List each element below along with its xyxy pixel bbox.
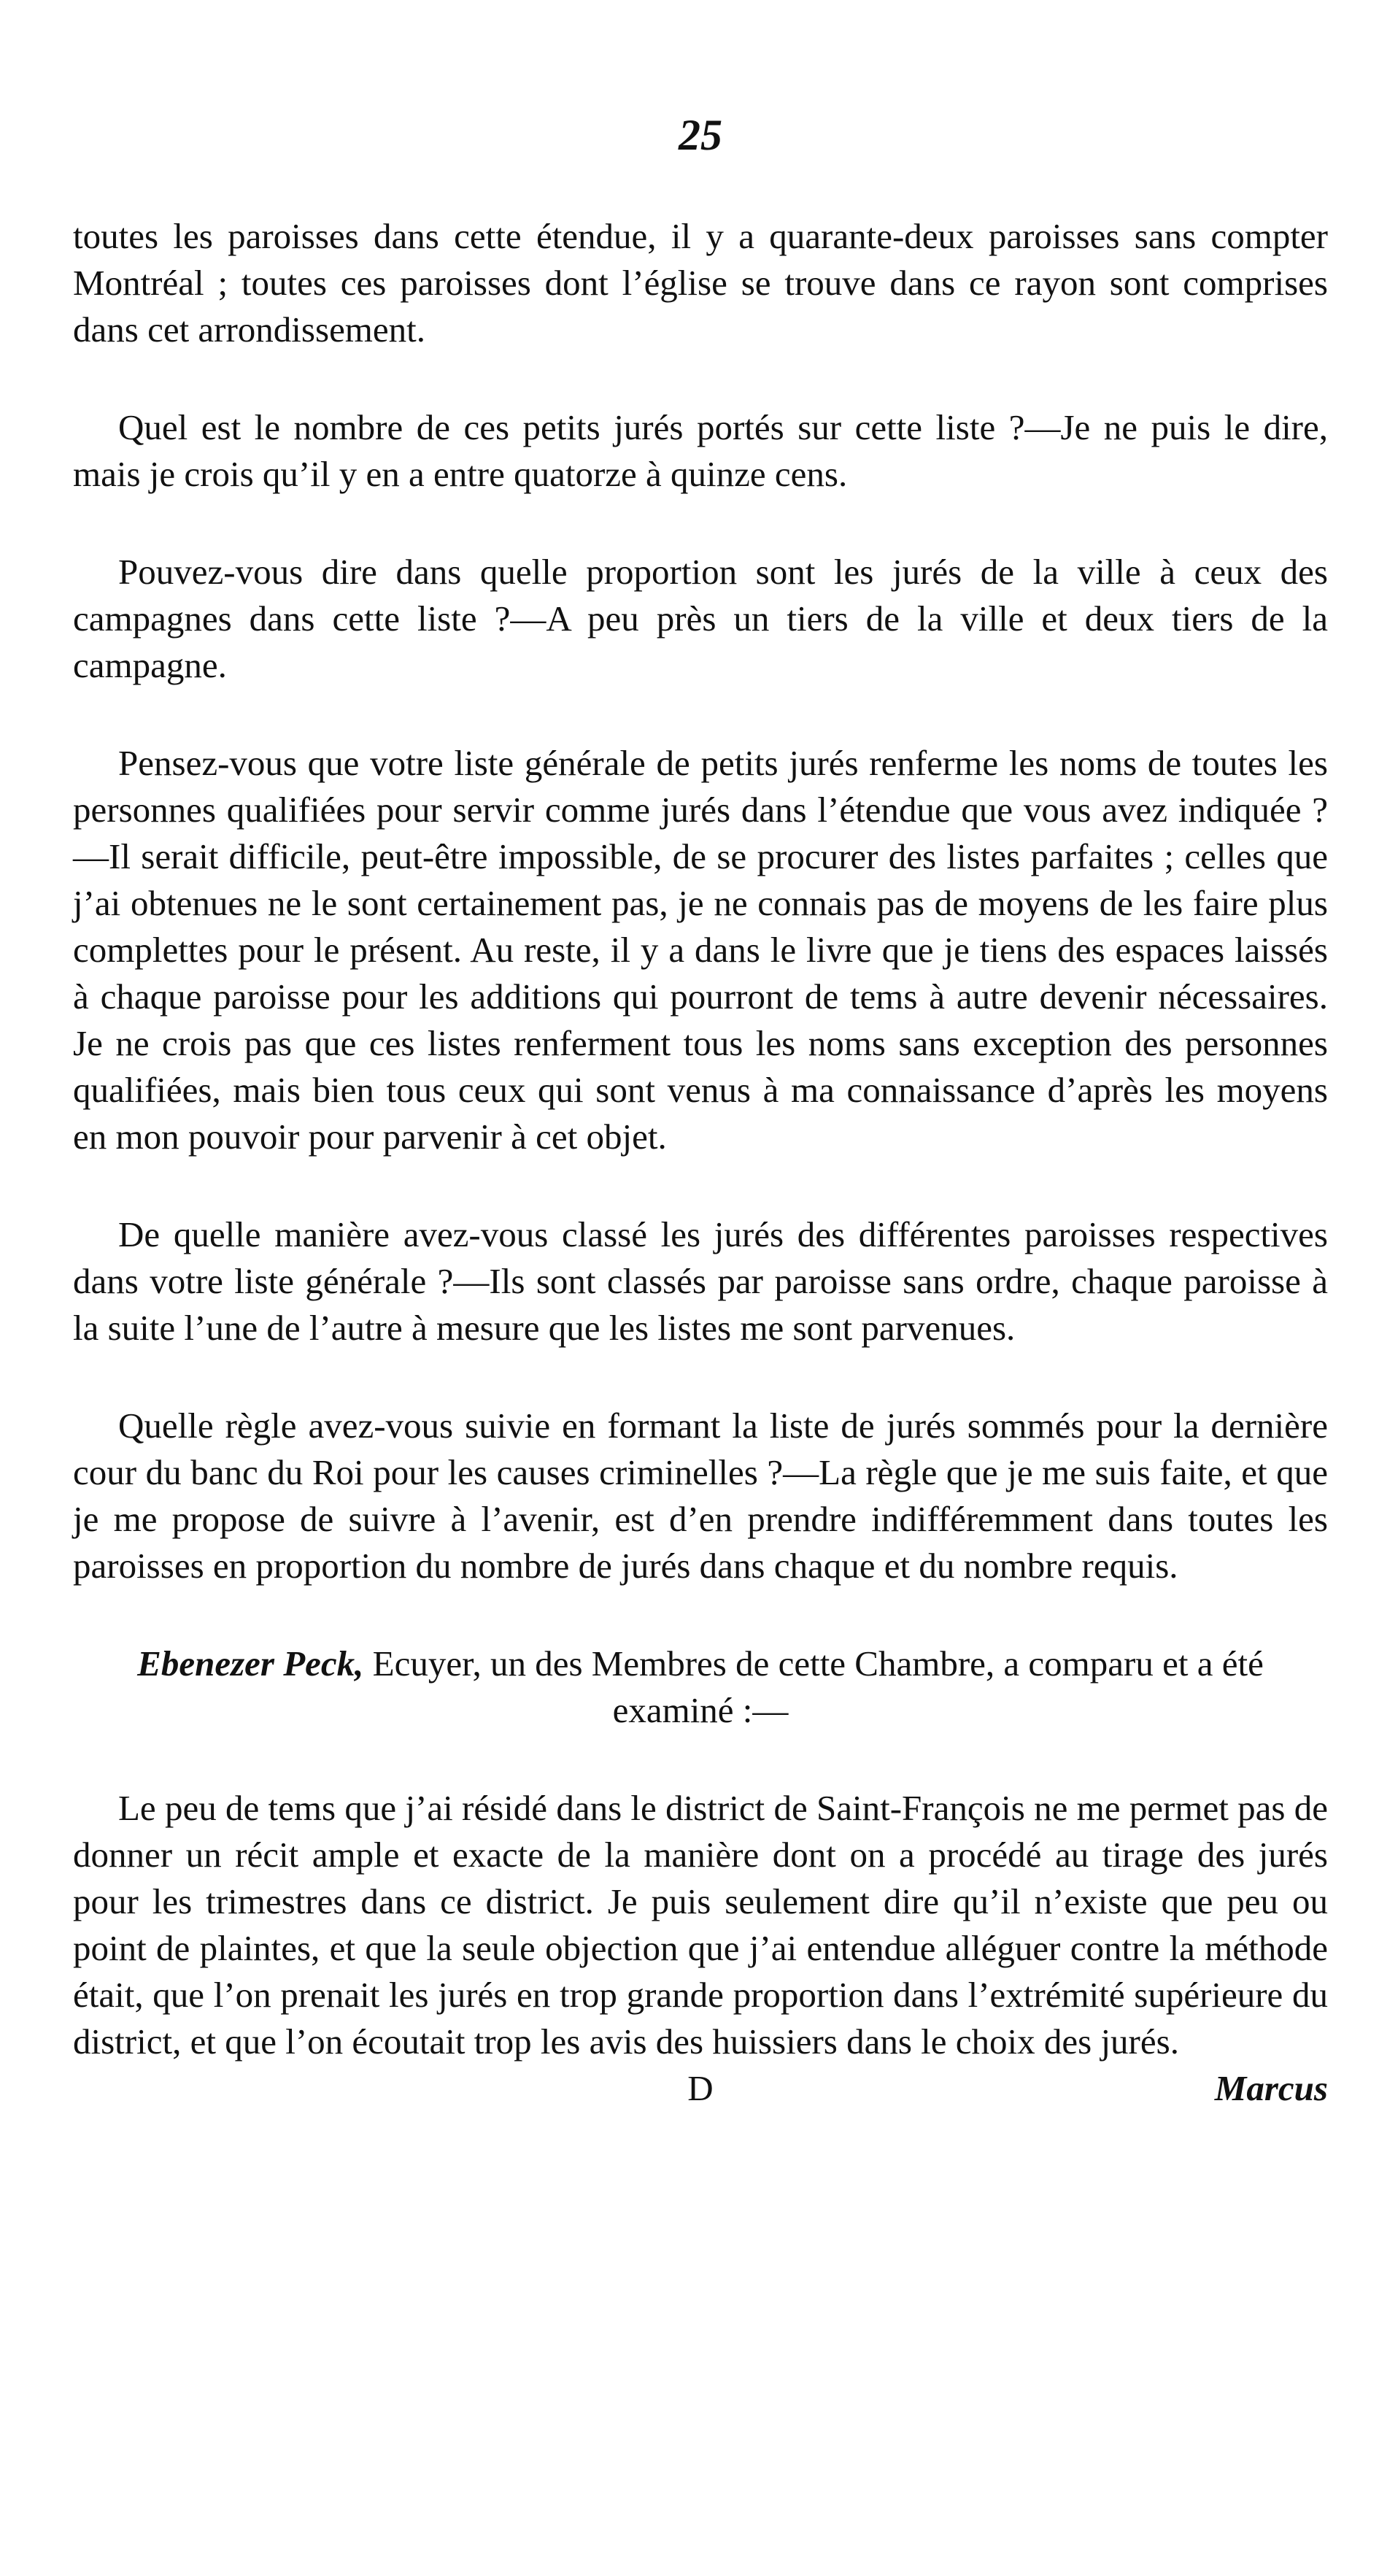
paragraph-testimony: Le peu de tems que j’ai résidé dans le district de Saint-François ne me permet pas de donner un récit ample et exacte de la manière dont on a procédé au tirage des jurés pour les trimestres dans ce district. Je puis seulement dire qu’il n’existe que peu ou point de plaintes, et que la seule objection que j’ai entendue alléguer contre la méthode était, que l’on prenait les jurés en trop grande proportion dans l’extrémité supérieure du district, et que l’on écoutait trop les avis des huissiers dans le choix des jurés. (73, 1788, 1328, 2062)
paragraph-question-count: Quel est le nombre de ces petits jurés portés sur cette liste ?—Je ne puis le dire, mais je crois qu’il y en a entre quatorze à quinze cens. (73, 407, 1328, 494)
paragraph-question-completeness: Pensez-vous que votre liste générale de petits jurés renferme les noms de toutes les personnes qualifiées pour servir comme jurés dans l’étendue que vous avez indiquée ?—Il serait difficile, peut-être impossible, de se procurer des listes parfaites ; celles que j’ai obtenues ne le sont certainement pas, je ne connais pas de moyens de les faire plus complettes pour le présent. Au reste, il y a dans le livre que je tiens des espaces laissés à chaque paroisse pour les additions qui pourront de tems à autre devenir nécessaires. Je ne crois pas que ces listes renferment tous les noms sans exception des personnes qualifiées, mais bien tous ceux qui sont venus à ma connaissance d’après les moyens en mon pouvoir pour parvenir à cet objet. (73, 743, 1328, 1157)
page-number: 25 (679, 111, 722, 159)
paragraph-question-rule: Quelle règle avez-vous suivie en formant la liste de jurés sommés pour la dernière cour du banc du Roi pour les causes criminelles ?—La règle que je me suis faite, et que je me propose de suivre à l’avenir, est d’en prendre indifféremment dans toutes les paroisses en proportion du nombre de jurés dans chaque et du nombre requis. (73, 1405, 1328, 1586)
document-page (73, 109, 1328, 2518)
paragraph-question-classification: De quelle manière avez-vous classé les jurés des différentes paroisses respectives dans votre liste générale ?—Ils sont classés par paroisse sans ordre, chaque paroisse à la suite l’une de l’autre à mesure que les listes me sont parvenues. (73, 1214, 1328, 1348)
paragraph-question-proportion: Pouvez-vous dire dans quelle proportion sont les jurés de la ville à ceux des campagnes dans cette liste ?—A peu près un tiers de la ville et deux tiers de la campagne. (73, 552, 1328, 685)
paragraph-continuation: toutes les paroisses dans cette étendue, il y a quarante-deux paroisses sans compter Montréal ; toutes ces paroisses dont l’église se trouve dans ce rayon sont comprises dans cet arrondissement. (73, 216, 1328, 350)
witness-name: Ebenezer Peck, (137, 1643, 364, 1684)
page-footer (73, 2065, 1328, 2112)
catchword: Marcus (1214, 2068, 1328, 2108)
witness-heading (73, 1640, 1328, 1734)
signature-mark: D (687, 2068, 714, 2108)
witness-text: Ecuyer, un des Membres de cette Chambre, a comparu et a été examiné :— (363, 1643, 1264, 1730)
